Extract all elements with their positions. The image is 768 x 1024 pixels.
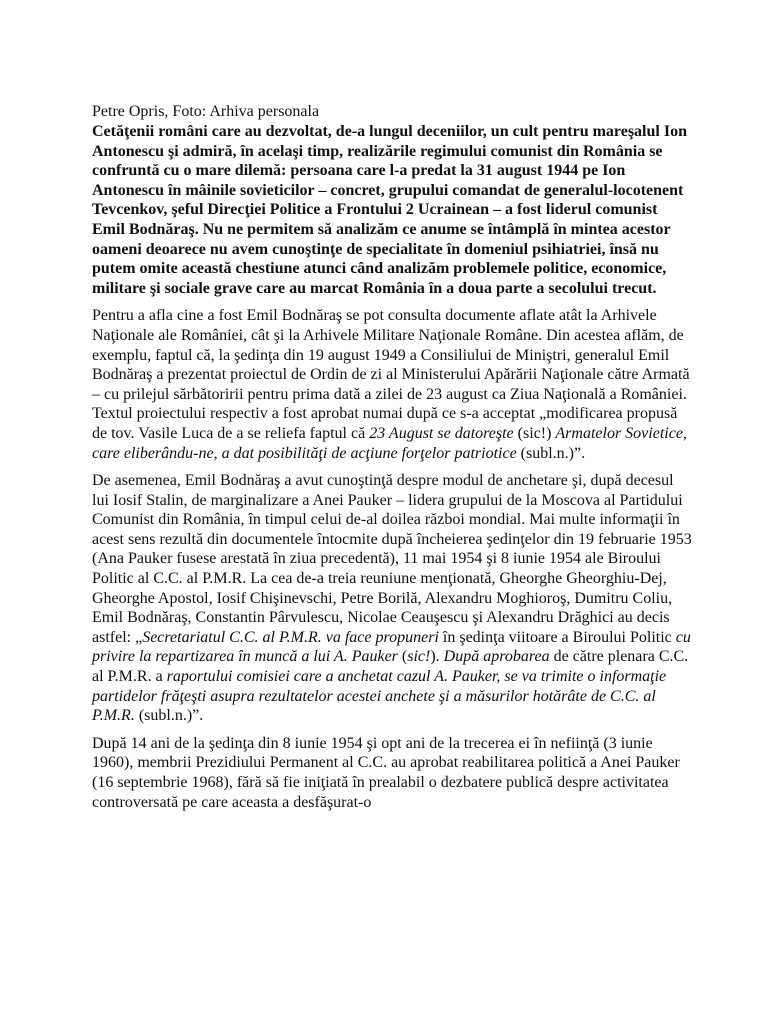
paragraph-1-text: Pentru a afla cine a fost Emil Bodnăraş se pot consulta documente aflate atât la Arhivele Naţionale ale României, cât şi la Arhivele Militare Naţionale Române. Din acestea aflăm, de exemplu, faptul că, la şedinţa din 19 august 1949 a Consiliului de Miniştri, generalul Emil Bodnăraş a prezentat proiectul de Ordin de zi al Ministerului Apărării Naţionale către Armată – cu prilejul sărbătoririi pentru prima dată a zilei de 23 august ca Ziua Naţională a României. Textul proiectului respectiv a fost aprobat numai după ce s-a acceptat „modificarea propusă de tov. Vasile Luca de a se reliefa faptul că bbox=[92, 307, 690, 442]
paragraph-1-text-2: (sic!) bbox=[513, 424, 556, 442]
lead-paragraph: Cetăţenii români care au dezvoltat, de-a lungul deceniilor, un cult pentru mareşalul Ion Antonescu şi admiră, în acelaşi timp, realizările regimului comunist din România se confruntă cu o mare dilemă: persoana care l-a predat la 31 august 1944 pe Ion Antonescu în mâinile sovieticilor – concret, grupului comandat de generalul-locotenent Tevcenkov, şeful Direcţiei Politice a Frontului 2 Ucrainean – a fost liderul comunist Emil Bodnăraş. Nu ne permitem să analizăm ce anume se întâmplă în mintea acestor oameni deoarece nu avem cunoştinţe de specialitate în domeniul psihiatriei, însă nu putem omite această chestiune atunci când analizăm problemele politice, economice, militare şi sociale grave care au marcat România în a doua parte a secolului trecut. bbox=[92, 123, 687, 297]
paragraph-2-text-3: ( bbox=[397, 648, 408, 666]
paragraph-2-italic-2: cu privire la repartizarea în muncă a lui A. Pauker bbox=[92, 628, 691, 666]
paragraph-2-italic-1: Secretariatul C.C. al P.M.R. va face propuneri bbox=[142, 628, 439, 646]
paragraph-2-italic-3: sic! bbox=[407, 648, 431, 666]
paragraph-2-text-2: în şedinţa viitoare a Biroului Politic bbox=[438, 628, 676, 646]
paragraph-1 bbox=[92, 306, 692, 463]
paragraph-2-italic-4: După aprobarea bbox=[443, 648, 550, 666]
paragraph-2 bbox=[92, 471, 692, 726]
paragraph-2-text: De asemenea, Emil Bodnăraş a avut cunoştinţă despre modul de anchetare şi, după decesul lui Iosif Stalin, de marginalizare a Anei Pauker – lidera grupului de la Moscova al Partidului Comunist din România, în timpul celui de-al doilea război mondial. Mai multe informaţii în acest sens rezultă din documentele întocmite după încheierea şedinţelor din 19 februarie 1953 (Ana Pauker fusese arestată în ziua precedentă), 11 mai 1954 şi 8 iunie 1954 ale Biroului Politic al C.C. al P.M.R. La cea de-a treia reuniune menţionată, Gheorghe Gheorghiu-Dej, Gheorghe Apostol, Iosif Chişinevschi, Petre Borilă, Alexandru Moghioroş, Dumitru Coliu, Emil Bodnăraş, Constantin Pârvulescu, Nicolae Ceauşescu şi Alexandru Drăghici au decis astfel: „ bbox=[92, 472, 692, 646]
article-body bbox=[92, 102, 692, 812]
paragraph-1-text-3: (subl.n.)”. bbox=[516, 444, 586, 462]
photo-caption: Petre Opris, Foto: Arhiva personala bbox=[92, 103, 320, 120]
paragraph-2-italic-5: raportului comisiei care a anchetat cazul A. Pauker, se va trimite o informaţie partidelor frăţeşti asupra rezultatelor acestei anchete şi a măsurilor hotărâte de C.C. al P.M.R. bbox=[92, 668, 667, 725]
paragraph-2-text-6: (subl.n.)”. bbox=[134, 707, 204, 725]
paragraph-2-text-5: de către plenara C.C. al P.M.R. a bbox=[92, 648, 689, 686]
paragraph-1-italic-2: Armatelor Sovietice, care eliberându-ne, a dat posibilităţi de acţiune forţelor patriotice bbox=[92, 424, 687, 462]
paragraph-3: După 14 ani de la şedinţa din 8 iunie 1954 şi opt ani de la trecerea ei în nefiinţă (3 iunie 1960), membrii Prezidiului Permanent al C.C. au aprobat reabilitarea politică a Anei Pauker (16 septembrie 1968), fără să fie iniţiată în prealabil o dezbatere publică despre activitatea controversată pe care aceasta a desfăşurat-o bbox=[92, 734, 680, 811]
paragraph-1-italic-1: 23 August se datoreşte bbox=[369, 424, 514, 442]
paragraph-2-text-4: ). bbox=[430, 648, 444, 666]
